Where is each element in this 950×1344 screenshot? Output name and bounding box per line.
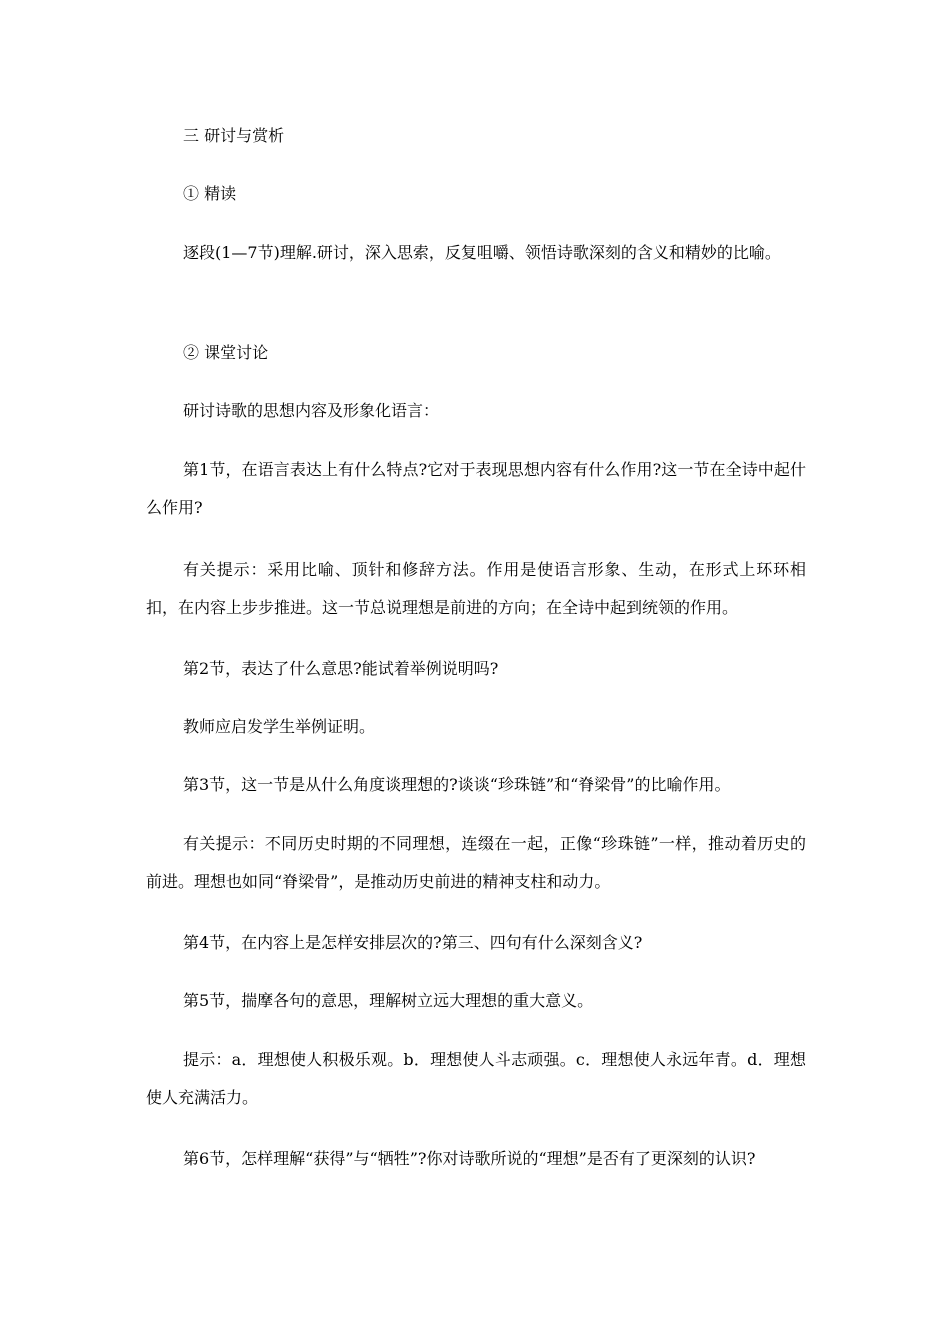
paragraph-section-2-question: 第2节，表达了什么意思?能试着举例说明吗? [183, 659, 499, 678]
paragraph-discussion-intro: 研讨诗歌的思想内容及形象化语言： [183, 401, 440, 420]
paragraph-section-3-hint: 有关提示：不同历史时期的不同理想，连缀在一起，正像“珍珠链”一样，推动着历史的前进。理想也如同“脊梁骨”，是推动历史前进的精神支柱和动力。 [146, 834, 806, 891]
subheading-close-reading: ① 精读 [183, 184, 237, 203]
paragraph-section-2-note: 教师应启发学生举例证明。 [183, 717, 376, 736]
paragraph-close-reading: 逐段(1—7节)理解.研讨，深入思索，反复咀嚼、领悟诗歌深刻的含义和精妙的比喻。 [183, 243, 781, 262]
subheading-class-discussion: ② 课堂讨论 [183, 343, 269, 362]
paragraph-section-1-question: 第1节，在语言表达上有什么特点?它对于表现思想内容有什么作用?这一节在全诗中起什么作用? [146, 460, 806, 517]
paragraph-section-3-question: 第3节，这一节是从什么角度谈理想的?谈谈“珍珠链”和“脊梁骨”的比喻作用。 [183, 775, 731, 794]
section-heading: 三 研讨与赏析 [183, 126, 285, 145]
paragraph-section-6-question: 第6节，怎样理解“获得”与“牺牲”?你对诗歌所说的“理想”是否有了更深刻的认识? [183, 1149, 756, 1168]
paragraph-section-4-question: 第4节，在内容上是怎样安排层次的?第三、四句有什么深刻含义? [183, 933, 643, 952]
paragraph-section-5-question: 第5节，揣摩各句的意思，理解树立远大理想的重大意义。 [183, 991, 594, 1010]
paragraph-section-1-hint: 有关提示：采用比喻、顶针和修辞方法。作用是使语言形象、生动，在形式上环环相扣，在内容上步步推进。这一节总说理想是前进的方向；在全诗中起到统领的作用。 [146, 560, 806, 617]
paragraph-section-5-hint: 提示：a．理想使人积极乐观。b．理想使人斗志顽强。c．理想使人永远年青。d．理想使人充满活力。 [146, 1050, 806, 1107]
